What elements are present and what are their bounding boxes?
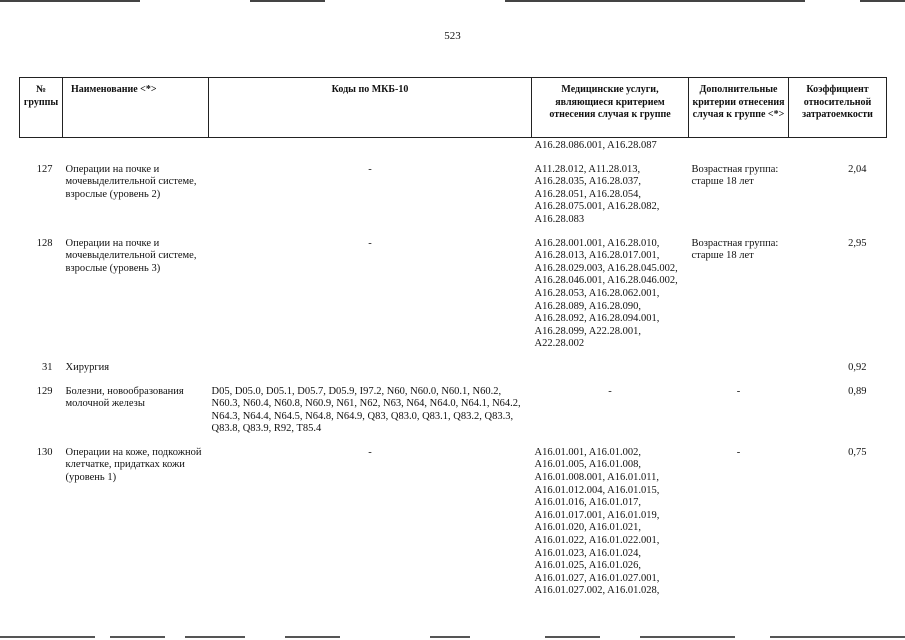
drg-table xyxy=(19,77,887,598)
header-extra-criteria: Дополнительные критерии отнесения случая к группе <*> xyxy=(689,78,789,138)
section-number: 31 xyxy=(42,361,53,373)
group-number: 128 xyxy=(36,237,53,249)
table-row xyxy=(20,386,887,447)
services: A11.28.012, A11.28.013, A16.28.035, A16.28.037, A16.28.051, A16.28.054, A16.28.075.001, A16.28.082, A16.28.083 xyxy=(534,163,660,225)
coefficient: 2,04 xyxy=(848,163,867,175)
icd-codes xyxy=(209,362,532,386)
group-number: 127 xyxy=(36,163,53,175)
icd-codes: - xyxy=(368,446,372,458)
extra-criteria: - xyxy=(736,385,741,397)
extra-criteria xyxy=(689,138,789,164)
group-number: 129 xyxy=(36,385,53,397)
table-row xyxy=(20,238,887,362)
services: A16.28.086.001, A16.28.087 xyxy=(534,140,657,151)
table-row xyxy=(20,138,887,164)
header-coefficient: Коэффициент относительной затратоемкости xyxy=(789,78,887,138)
coefficient: 0,75 xyxy=(848,446,867,458)
icd-codes: - xyxy=(368,163,372,175)
services: A16.01.001, A16.01.002, A16.01.005, A16.01.008, A16.01.008.001, A16.01.011, A16.01.012.004, A16.01.015, A16.01.016, A16.01.017, A16.01.017.001, A16.01.019, A16.01.020, A16.01.021, A16.01.022, A16.01.022.001, A16.01.023, A16.01.024, A16.01.025, A16.01.026, A16.01.027, A16.01.027.001, A16.01.027.002, A16.01.028, xyxy=(534,446,660,597)
top-rule xyxy=(0,0,905,3)
header-icd-codes: Коды по МКБ-10 xyxy=(209,78,532,138)
extra-criteria: Возрастная группа: старше 18 лет xyxy=(691,163,779,188)
group-number: 130 xyxy=(36,446,53,458)
icd-codes: D05, D05.0, D05.1, D05.7, D05.9, I97.2, N60, N60.0, N60.1, N60.2, N60.3, N60.4, N60.8, N60.9, N61, N62, N63, N64, N64.0, N64.1, N64.2, N64.3, N64.4, N64.5, N64.8, N64.9, Q83, Q83.0, Q83.1, Q83.2, Q83.3, Q83.8, Q83.9, R92, T85.4 xyxy=(211,385,521,435)
coefficient xyxy=(789,138,887,164)
coefficient: 0,89 xyxy=(848,385,867,397)
group-name: Операции на почке и мочевыделительной системе, взрослые (уровень 3) xyxy=(65,237,197,274)
header-name: Наименование <*> xyxy=(63,78,209,138)
bottom-rule xyxy=(0,636,905,639)
group-name xyxy=(63,138,209,164)
group-name: Операции на коже, подкожной клетчатке, придатках кожи (уровень 1) xyxy=(65,446,202,484)
table-row xyxy=(20,164,887,238)
section-name: Хирургия xyxy=(65,361,110,373)
coefficient: 2,95 xyxy=(848,237,867,249)
services: A16.28.001.001, A16.28.010, A16.28.013, A16.28.017.001, A16.28.029.003, A16.28.045.002, A16.28.046.001, A16.28.046.002, A16.28.053, A16.28.062.001, A16.28.089, A16.28.090, A16.28.092, A16.28.094.001, A16.28.099, A22.28.001, A22.28.002 xyxy=(534,237,678,350)
coefficient: 0,92 xyxy=(848,361,867,373)
header-services: Медицинские услуги, являющиеся критерием отнесения случая к группе xyxy=(532,78,689,138)
group-name: Операции на почке и мочевыделительной системе, взрослые (уровень 2) xyxy=(65,163,197,200)
table-header-row xyxy=(20,78,887,138)
table-row xyxy=(20,447,887,598)
extra-criteria xyxy=(689,362,789,386)
icd-codes: - xyxy=(368,237,372,249)
header-group-number: № группы xyxy=(20,78,63,138)
icd-codes xyxy=(209,138,532,164)
group-number xyxy=(20,138,63,164)
group-name: Болезни, новообразования молочной железы xyxy=(65,385,184,410)
table-row-section xyxy=(20,362,887,386)
services xyxy=(532,362,689,386)
extra-criteria: - xyxy=(736,446,741,458)
page-number: 523 xyxy=(444,30,461,42)
extra-criteria: Возрастная группа: старше 18 лет xyxy=(691,237,779,262)
services: - xyxy=(608,385,612,397)
